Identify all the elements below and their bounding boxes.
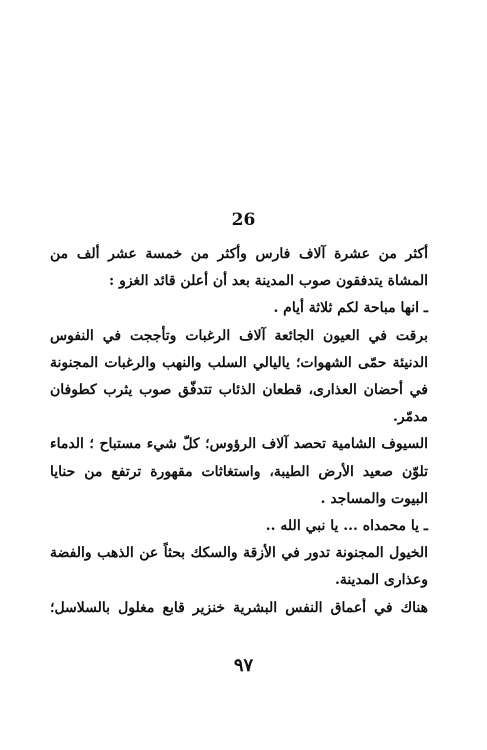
paragraph-2-dialogue: ـ انها مباحة لكم ثلاثة أيام .	[273, 300, 428, 317]
paragraph-5-dialogue: ـ يا محمداه ... يا نبي الله ..	[265, 518, 428, 535]
page-number: ٩٧	[233, 655, 254, 676]
paragraph-1: أكثر من عشرة آلاف فارس وأكثر من خمسة عشر ألف من المشاة يتدفقون صوب المدينة بعد أن أعلن قائد الغزو :	[50, 246, 428, 290]
paragraph-3: برقت في العيون الجائعة آلاف الرغبات وتأججت في النفوس الدنيئة حمّى الشهوات؛ ياليالي السلب والنهب والرغبات المجنونة في أحضان العذارى، قطعان الذئاب تتدفّق صوب يثرب كطوفان مدمّر.	[50, 327, 428, 426]
page-body	[50, 241, 428, 622]
paragraph-4: السيوف الشامية تحصد آلاف الرؤوس؛ كلّ شيء مستباح ؛ الدماء تلوّن صعيد الأرض الطيبة، واستغاثات مقهورة ترتفع من حنايا البيوت والمساجد .	[50, 436, 428, 507]
paragraph-6: الخيول المجنونة تدور في الأزقة والسكك بحثاً عن الذهب والفضة وعذارى المدينة.	[50, 545, 428, 589]
chapter-number: 26	[231, 210, 256, 230]
paragraph-7: هناك في أعماق النفس البشرية خنزير قابع مغلول بالسلاسل؛	[50, 599, 428, 616]
